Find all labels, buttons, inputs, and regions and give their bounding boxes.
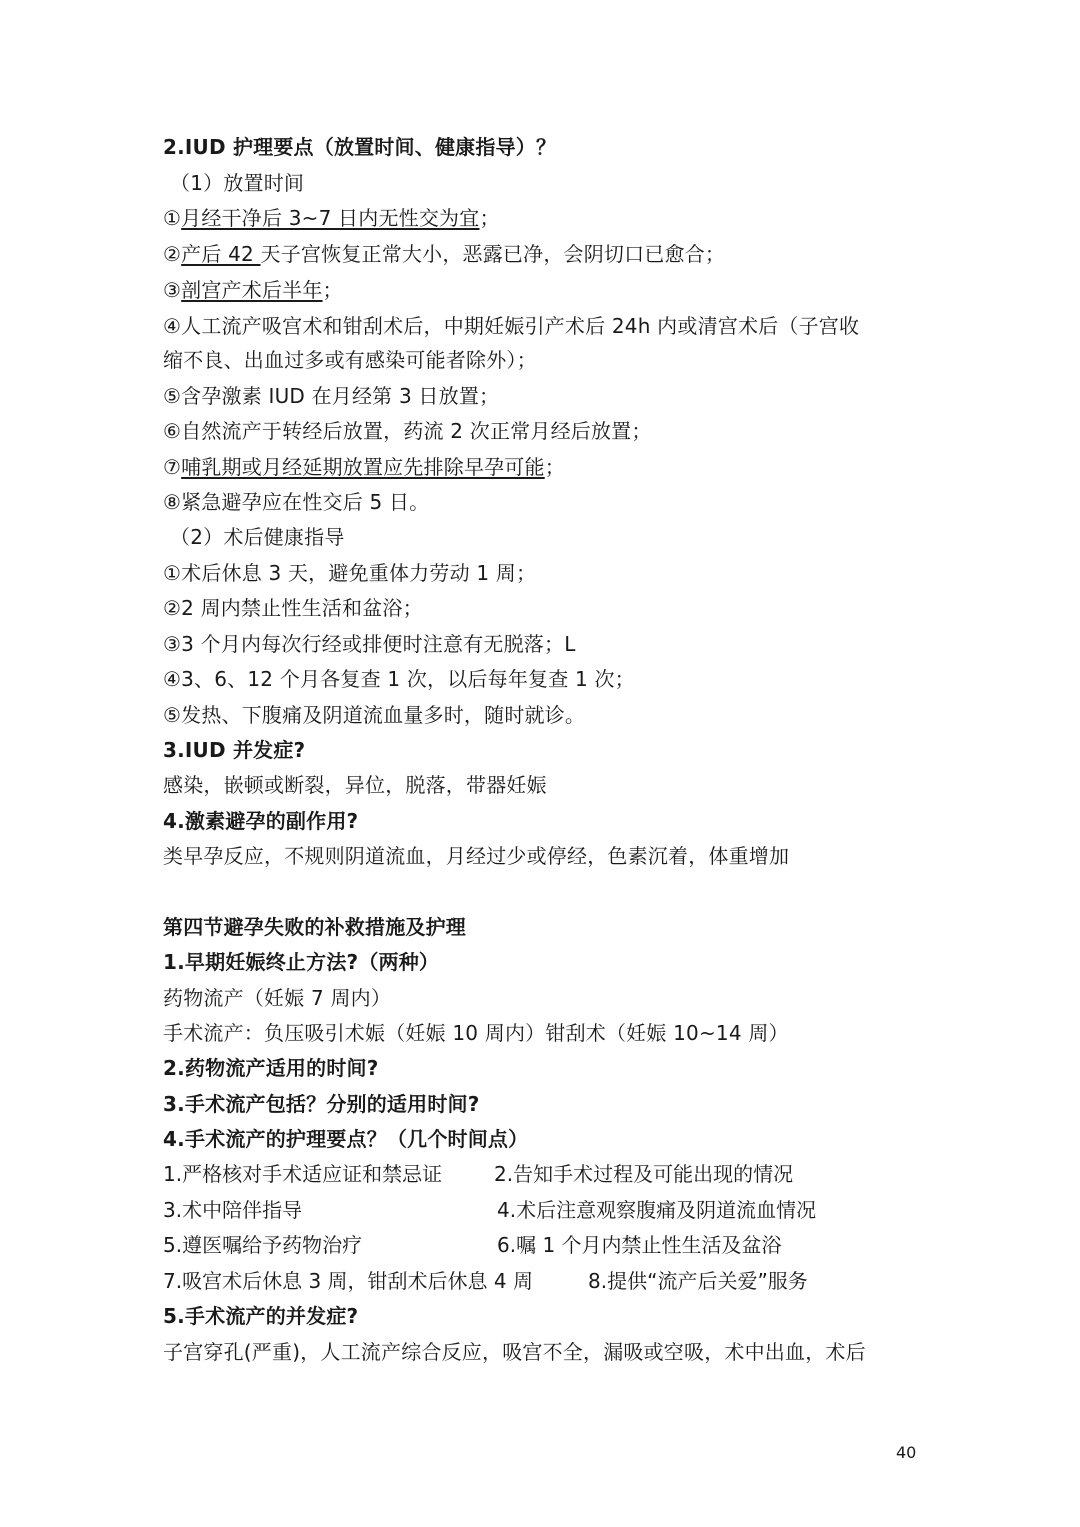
iud-care-title: 2.IUD 护理要点（放置时间、健康指导）？ bbox=[163, 135, 557, 159]
placement-item-6: ⑥自然流产于转经后放置，药流 2 次正常月经后放置； bbox=[163, 419, 652, 443]
placement-item-4-line-1: ④人工流产吸宫术和钳刮术后，中期妊娠引产术后 24h 内或清宫术后（子宫收 bbox=[163, 314, 860, 338]
care-item-2: 2.告知手术过程及可能出现的情况 bbox=[494, 1162, 794, 1186]
iud-complications-title: 3.IUD 并发症? bbox=[163, 738, 306, 762]
post-op-item-2: ②2 周内禁止性生活和盆浴； bbox=[163, 596, 423, 620]
answer-1-line-1: 药物流产（妊娠 7 周内） bbox=[163, 986, 392, 1010]
question-3: 3.手术流产包括？分别的适用时间? bbox=[163, 1092, 480, 1116]
care-item-1: 1.严格核对手术适应证和禁忌证 bbox=[163, 1162, 443, 1186]
care-item-8: 8.提供“流产后关爱”服务 bbox=[588, 1269, 808, 1293]
question-1: 1.早期妊娠终止方法?（两种） bbox=[163, 950, 440, 974]
page-number: 40 bbox=[896, 1443, 917, 1462]
question-2: 2.药物流产适用的时间? bbox=[163, 1056, 379, 1080]
placement-time-subheading: （1）放置时间 bbox=[170, 171, 305, 195]
care-item-4: 4.术后注意观察腹痛及阴道流血情况 bbox=[497, 1198, 817, 1222]
placement-item-7-underlined: 哺乳期或月经延期放置应先排除早孕可能 bbox=[181, 455, 545, 479]
iud-complications-text: 感染，嵌顿或断裂，异位，脱落，带器妊娠 bbox=[163, 773, 547, 797]
post-op-item-5: ⑤发热、下腹痛及阴道流血量多时，随时就诊。 bbox=[163, 703, 586, 727]
placement-item-3-underlined: 剖宫产术后半年 bbox=[181, 278, 323, 302]
placement-item-2: ②产后 42 天子宫恢复正常大小，恶露已净，会阴切口已愈合； bbox=[163, 242, 726, 266]
hormone-side-effects-text: 类早孕反应，不规则阴道流血，月经过少或停经，色素沉着，体重增加 bbox=[163, 844, 790, 868]
placement-item-5: ⑤含孕激素 IUD 在月经第 3 日放置； bbox=[163, 384, 500, 408]
post-op-item-4: ④3、6、12 个月各复查 1 次，以后每年复查 1 次； bbox=[163, 667, 635, 691]
care-item-7: 7.吸宫术后休息 3 周，钳刮术后休息 4 周 bbox=[163, 1269, 533, 1293]
placement-item-2-underlined: 产后 42 bbox=[181, 242, 261, 266]
post-op-guidance-subheading: （2）术后健康指导 bbox=[170, 525, 345, 549]
placement-item-3: ③剖宫产术后半年； bbox=[163, 278, 343, 302]
hormone-side-effects-title: 4.激素避孕的副作用? bbox=[163, 809, 359, 833]
care-item-6: 6.嘱 1 个月内禁止性生活及盆浴 bbox=[497, 1233, 782, 1257]
post-op-item-3: ③3 个月内每次行经或排便时注意有无脱落；L bbox=[163, 632, 576, 656]
placement-item-1: ①月经干净后 3~7 日内无性交为宜； bbox=[163, 206, 500, 230]
care-item-3: 3.术中陪伴指导 bbox=[163, 1198, 303, 1222]
answer-5: 子宫穿孔(严重)，人工流产综合反应，吸宫不全，漏吸或空吸，术中出血，术后 bbox=[163, 1340, 866, 1364]
placement-item-1-underlined: 月经干净后 3~7 日内无性交为宜 bbox=[181, 206, 480, 230]
care-item-5: 5.遵医嘱给予药物治疗 bbox=[163, 1233, 363, 1257]
section-4-heading: 第四节避孕失败的补救措施及护理 bbox=[163, 915, 466, 939]
placement-item-7: ⑦哺乳期或月经延期放置应先排除早孕可能； bbox=[163, 455, 565, 479]
question-4: 4.手术流产的护理要点？（几个时间点） bbox=[163, 1127, 529, 1151]
post-op-item-1: ①术后休息 3 天，避免重体力劳动 1 周； bbox=[163, 561, 537, 585]
question-5: 5.手术流产的并发症? bbox=[163, 1304, 359, 1328]
answer-1-line-2: 手术流产：负压吸引术娠（妊娠 10 周内）钳刮术（妊娠 10~14 周） bbox=[163, 1021, 789, 1045]
placement-item-4-line-2: 缩不良、出血过多或有感染可能者除外）； bbox=[163, 348, 537, 372]
placement-item-8: ⑧紧急避孕应在性交后 5 日。 bbox=[163, 490, 430, 514]
